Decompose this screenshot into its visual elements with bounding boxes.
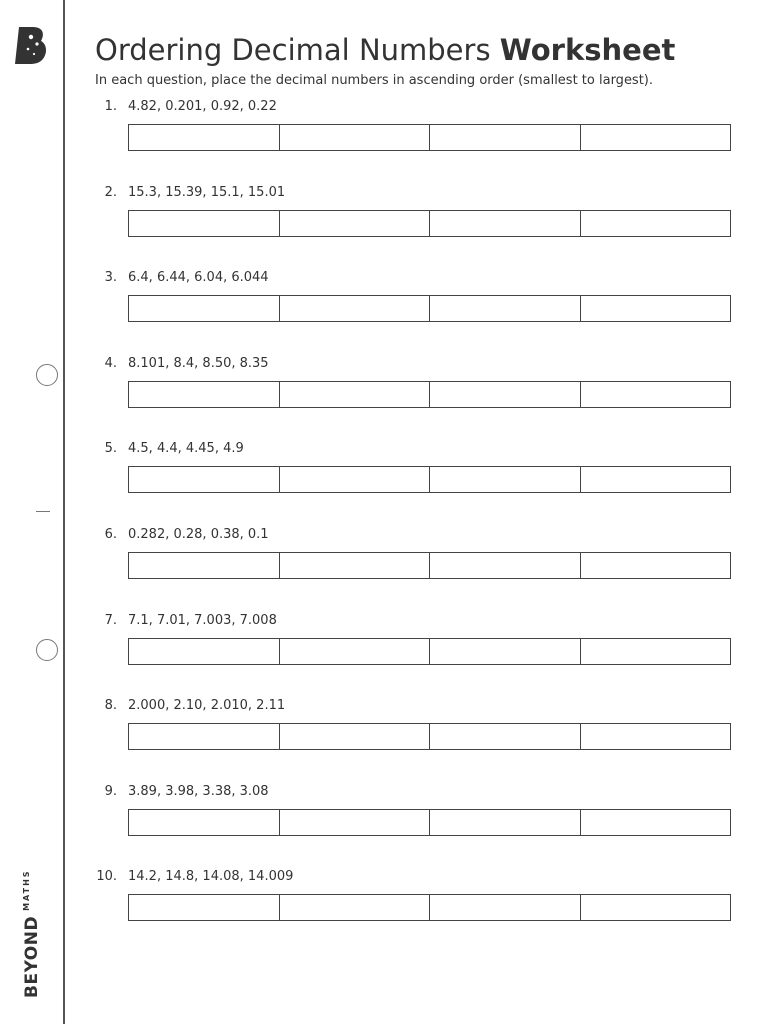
question-text: 15.3, 15.39, 15.1, 15.01	[128, 185, 286, 200]
answer-box[interactable]	[129, 467, 280, 492]
answer-box[interactable]	[430, 211, 581, 236]
question-number: 1.	[104, 99, 117, 114]
answer-row	[128, 723, 731, 750]
answer-box[interactable]	[430, 553, 581, 578]
answer-box[interactable]	[280, 125, 431, 150]
question-text: 14.2, 14.8, 14.08, 14.009	[128, 869, 294, 884]
answer-box[interactable]	[129, 639, 280, 664]
answer-box[interactable]	[280, 553, 431, 578]
answer-row	[128, 466, 731, 493]
answer-row	[128, 124, 731, 151]
answer-box[interactable]	[129, 382, 280, 407]
answer-box[interactable]	[430, 467, 581, 492]
answer-box[interactable]	[581, 296, 731, 321]
question-number: 7.	[104, 613, 117, 628]
page-title	[95, 33, 675, 67]
fold-mark	[36, 511, 50, 512]
answer-box[interactable]	[581, 810, 731, 835]
question-text: 7.1, 7.01, 7.003, 7.008	[128, 613, 277, 628]
answer-row	[128, 210, 731, 237]
margin-line	[63, 0, 65, 1024]
answer-box[interactable]	[280, 211, 431, 236]
answer-box[interactable]	[280, 895, 431, 920]
answer-box[interactable]	[129, 296, 280, 321]
answer-box[interactable]	[430, 296, 581, 321]
answer-box[interactable]	[280, 467, 431, 492]
answer-box[interactable]	[430, 895, 581, 920]
question-text: 0.282, 0.28, 0.38, 0.1	[128, 527, 269, 542]
question-number: 6.	[104, 527, 117, 542]
answer-row	[128, 894, 731, 921]
punch-hole-upper	[36, 364, 58, 386]
title-emphasis: Worksheet	[499, 33, 676, 67]
answer-box[interactable]	[430, 810, 581, 835]
answer-box[interactable]	[581, 724, 731, 749]
answer-box[interactable]	[280, 296, 431, 321]
beyond-logo-icon	[14, 24, 50, 66]
question-text: 3.89, 3.98, 3.38, 3.08	[128, 784, 269, 799]
title-main: Ordering Decimal Numbers	[95, 33, 491, 67]
answer-box[interactable]	[581, 895, 731, 920]
answer-box[interactable]	[581, 211, 731, 236]
answer-row	[128, 552, 731, 579]
answer-box[interactable]	[430, 724, 581, 749]
question-text: 4.5, 4.4, 4.45, 4.9	[128, 441, 244, 456]
answer-box[interactable]	[129, 125, 280, 150]
answer-box[interactable]	[280, 810, 431, 835]
answer-row	[128, 809, 731, 836]
instructions: In each question, place the decimal numbers in ascending order (smallest to largest).	[95, 73, 654, 88]
question-number: 10.	[96, 869, 117, 884]
answer-box[interactable]	[430, 639, 581, 664]
answer-row	[128, 381, 731, 408]
question-text: 2.000, 2.10, 2.010, 2.11	[128, 698, 286, 713]
question-text: 4.82, 0.201, 0.92, 0.22	[128, 99, 277, 114]
answer-box[interactable]	[129, 724, 280, 749]
question-number: 2.	[104, 185, 117, 200]
answer-box[interactable]	[129, 810, 280, 835]
answer-box[interactable]	[280, 639, 431, 664]
answer-box[interactable]	[280, 382, 431, 407]
answer-box[interactable]	[129, 895, 280, 920]
answer-box[interactable]	[129, 553, 280, 578]
answer-box[interactable]	[430, 382, 581, 407]
question-number: 5.	[104, 441, 117, 456]
answer-box[interactable]	[280, 724, 431, 749]
question-number: 8.	[104, 698, 117, 713]
question-number: 4.	[104, 356, 117, 371]
brand-sub: MATHS	[22, 869, 31, 911]
answer-box[interactable]	[581, 553, 731, 578]
answer-row	[128, 295, 731, 322]
answer-box[interactable]	[581, 382, 731, 407]
question-number: 3.	[104, 270, 117, 285]
question-text: 6.4, 6.44, 6.04, 6.044	[128, 270, 269, 285]
answer-box[interactable]	[129, 211, 280, 236]
brand-main: BEYOND	[22, 915, 42, 998]
brand-wordmark	[22, 869, 42, 998]
punch-hole-lower	[36, 639, 58, 661]
answer-row	[128, 638, 731, 665]
question-number: 9.	[104, 784, 117, 799]
answer-box[interactable]	[581, 639, 731, 664]
answer-box[interactable]	[581, 125, 731, 150]
answer-box[interactable]	[430, 125, 581, 150]
question-text: 8.101, 8.4, 8.50, 8.35	[128, 356, 269, 371]
answer-box[interactable]	[581, 467, 731, 492]
